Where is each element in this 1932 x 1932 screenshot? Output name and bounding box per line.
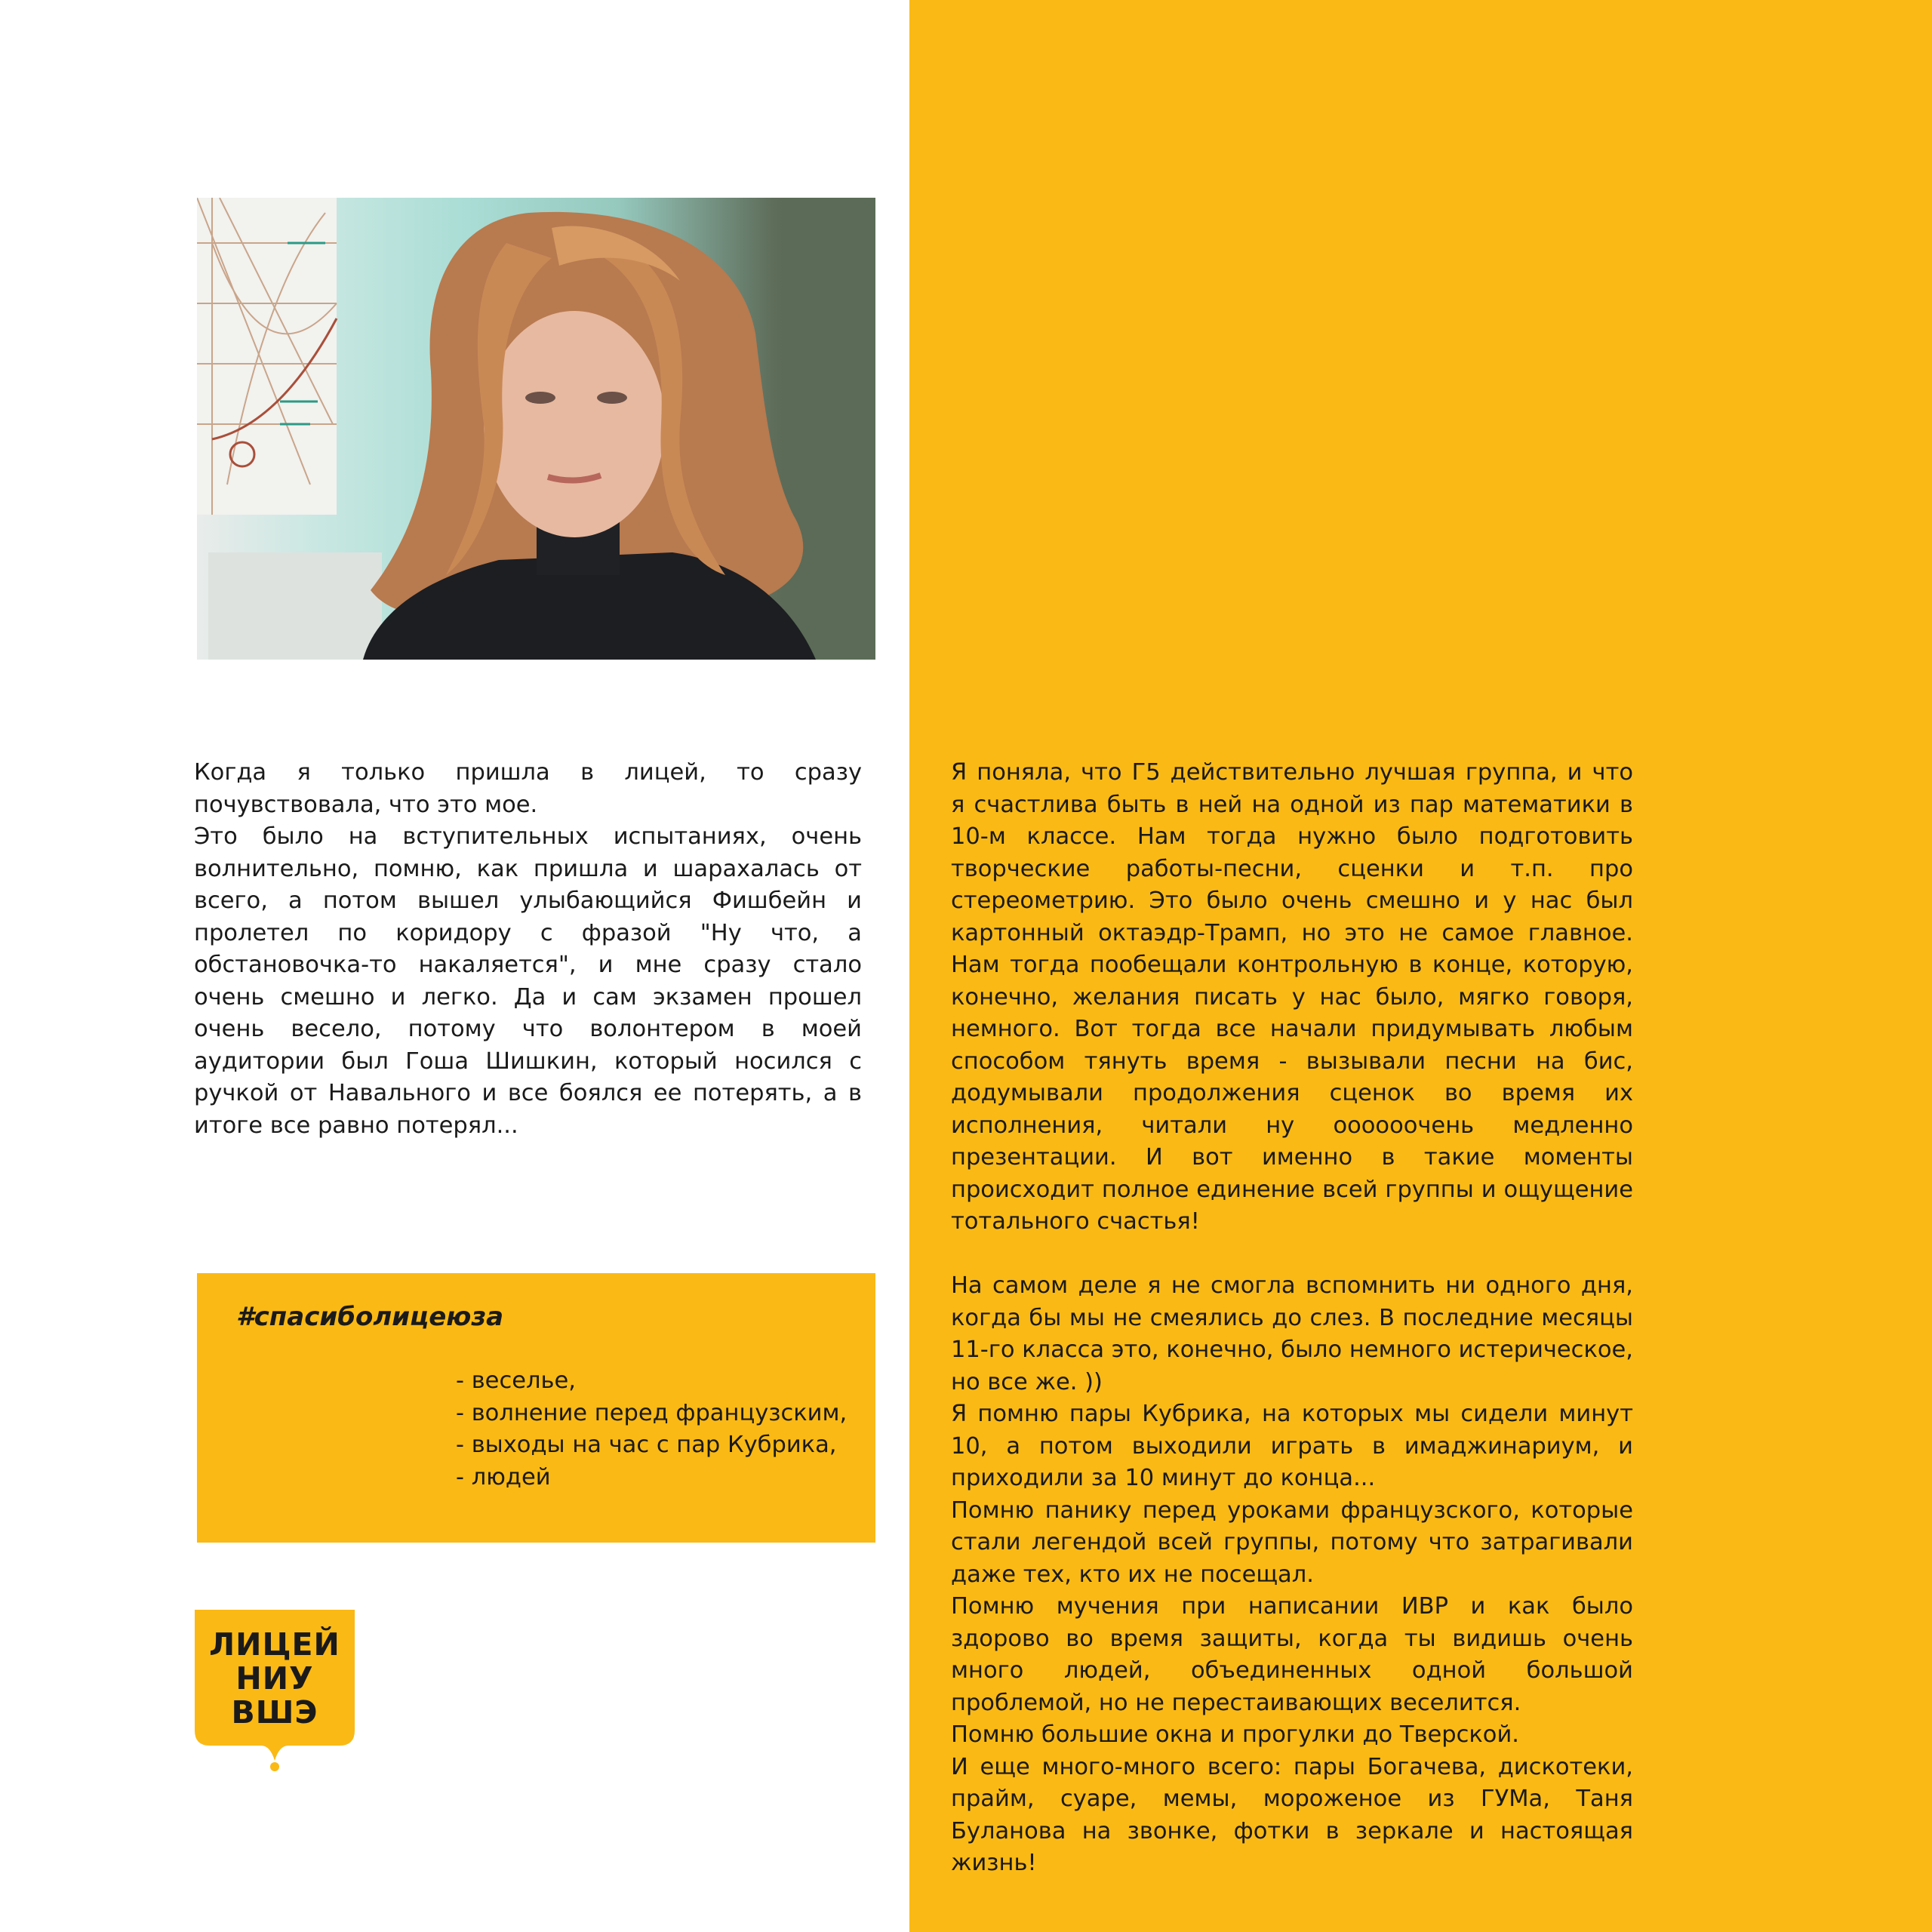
- logo-text: [195, 1628, 355, 1730]
- memories-list: [456, 1365, 847, 1494]
- logo-line: НИУ: [235, 1660, 314, 1697]
- hashtag-box: [197, 1273, 875, 1543]
- list-item: - волнение перед французским,: [456, 1399, 848, 1426]
- logo-line: ЛИЦЕЙ: [209, 1626, 340, 1663]
- list-item: - выходы на час с пар Кубрика,: [456, 1432, 837, 1458]
- logo-line: ВШЭ: [231, 1694, 318, 1730]
- lyceum-logo: [195, 1610, 355, 1772]
- intro-story-text: Когда я только пришла в лицей, то сразу почувствовала, что это мое. Это было на вступительных испытаниях, очень волнительно, помню, как пришла и шарахалась от всего, а потом вышел улыбающийся Фишбейн и пролетел по коридору с фразой "Ну что, а обстановочка-то накаляется", и мне сразу стало очень смешно и легко. Да и сам экзамен прошел очень весело, потому что волонтером в моей аудитории был Гоша Шишкин, который носился с ручкой от Навального и все боялся ее потерять, а в итоге все равно потерял...: [194, 759, 862, 1139]
- portrait-photo: [197, 198, 875, 660]
- hashtag-title: #спасиболицеюза: [236, 1302, 504, 1332]
- group-memories-text: Я поняла, что Г5 действительно лучшая группа, и что я счастлива быть в ней на одной из пар математики в 10-м классе. Нам тогда нужно было подготовить творческие работы-песни, сценки и т.п. про стереометрию. Это было очень смешно и у нас был картонный октаэдр-Трамп, но это не самое главное. Нам тогда пообещали контрольную в конце, которую, конечно, желания писать у нас было, мягко говоря, немного. Вот тогда все начали придумывать любым способом тянуть время - вызывали песни на бис, додумывали продолжения сценок во время их исполнения, читали ну оооооочень медленно презентации. И вот именно в такие моменты происходит полное единение всей группы и ощущение тотального счастья! На самом деле я не смогла вспомнить ни одного дня, когда бы мы не смеялись до слез. В последние месяцы 11-го класса это, конечно, было немного истерическое, но все же. )) Я помню пары Кубрика, на которых мы сидели минут 10, а потом выходили играть в имаджинариум, и приходили за 10 минут до конца... Помню панику перед уроками французского, которые стали легендой всей группы, потому что затрагивали даже тех, кто их не посещал. Помню мучения при написании ИВР и как было здорово во время защиты, когда ты видишь очень много людей, объединенных одной большой проблемой, но не перестаивающих веселится. Помню большие окна и прогулки до Тверской. И еще много-много всего: пары Богачева, дискотеки, прайм, суаре, мемы, мороженое из ГУМа, Таня Буланова на звонке, фотки в зеркале и настоящая жизнь!: [951, 759, 1633, 1876]
- list-item: - людей: [456, 1463, 551, 1491]
- list-item: - веселье,: [456, 1367, 576, 1394]
